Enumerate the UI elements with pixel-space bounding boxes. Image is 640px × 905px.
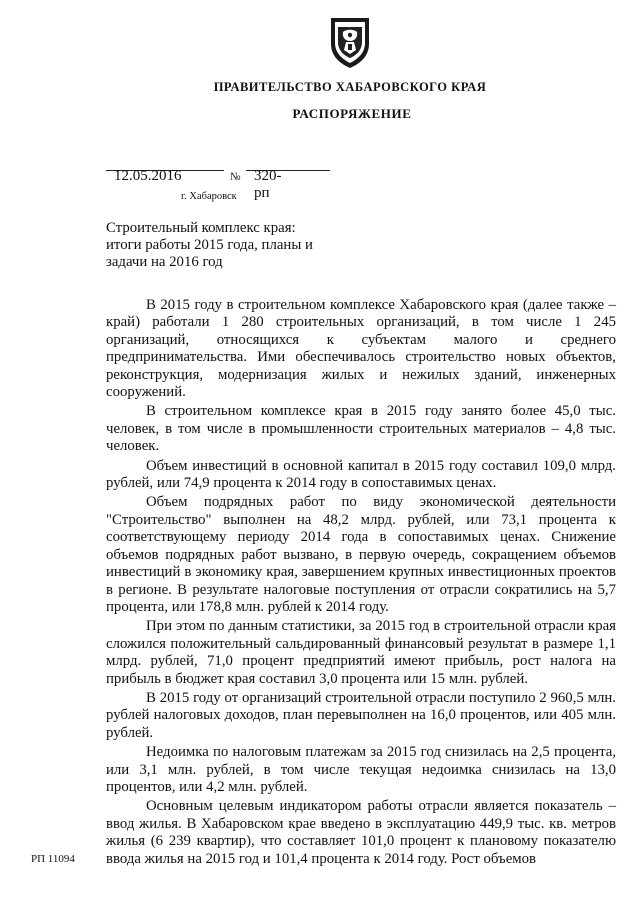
body-paragraph: При этом по данным статистики, за 2015 год в строительной отрасли края сложился положительный сальдированный финансовый результат в размере 1,1 млрд. рублей, 71,0 процент предприятий имеют прибыль, рост налога на прибыль в бюджет края составил 3,0 процента или 15 млн. рублей. (106, 618, 616, 687)
body-paragraph: Недоимка по налоговым платежам за 2015 год снизилась на 2,5 процента, или 3,1 млн. рублей, в том числе текущая недоимка снизилась на 13,0 процентов, или 4,2 млн. рублей. (106, 744, 616, 795)
body-paragraph: Объем подрядных работ по виду экономической деятельности "Строительство" выполнен на 48,2 млрд. рублей, или 73,1 процента к соответствующему периоду 2014 года в сопоставимых ценах. Снижение объемов подрядных работ вызвано, в первую очередь, сокращением объемов инвестиций в экономику края, завершением крупных инвестиционных проектов в регионе. В результате налоговые поступления от отрасли сократились на 5,7 процента, или 178,8 млн. рублей к 2014 году. (106, 494, 616, 615)
document-body (106, 297, 616, 870)
body-paragraph: В 2015 году в строительном комплексе Хабаровского края (далее также – край) работали 1 280 строительных организаций, в том числе 1 245 организаций, относящихся к субъектам малого и среднего предпринимательства. Ими обеспечивалось строительство новых объектов, реконструкция, модернизация жилых и нежилых зданий, инженерных сооружений. (106, 297, 616, 401)
document-subject (106, 220, 342, 271)
subject-line: Строительный комплекс края: (106, 220, 296, 236)
coat-of-arms-icon (327, 14, 373, 70)
subject-line: задачи на 2016 год (106, 254, 223, 270)
document-number: 320-рп (254, 168, 282, 201)
government-title: ПРАВИТЕЛЬСТВО ХАБАРОВСКОГО КРАЯ (213, 80, 487, 94)
body-paragraph: Основным целевым индикатором работы отрасли является показатель – ввод жилья. В Хабаровском крае введено в эксплуатацию 449,9 тыс. кв. метров жилья (6 239 квартир), что составляет 101,0 процент к плановому показателю ввода жилья на 2015 год и 101,4 процента к 2014 году. Рост объемов (106, 798, 616, 867)
number-sign: № (230, 171, 241, 183)
body-paragraph: В строительном комплексе края в 2015 году занято более 45,0 тыс. человек, в том числе в промышленности строительных материалов – 4,8 тыс. человек. (106, 403, 616, 455)
document-date: 12.05.2016 (114, 168, 182, 184)
document-city: г. Хабаровск (181, 191, 237, 202)
body-paragraph: Объем инвестиций в основной капитал в 2015 году составил 109,0 млрд. рублей, или 74,9 процента к 2014 году в сопоставимых ценах. (106, 457, 616, 492)
subject-line: итоги работы 2015 года, планы и (106, 237, 313, 253)
document-type: РАСПОРЯЖЕНИЕ (292, 106, 412, 121)
footer-code: РП 11094 (31, 853, 75, 865)
body-paragraph: В 2015 году от организаций строительной отрасли поступило 2 960,5 млн. рублей налоговых доходов, план перевыполнен на 16,0 процентов, или 405 млн. рублей. (106, 689, 616, 741)
